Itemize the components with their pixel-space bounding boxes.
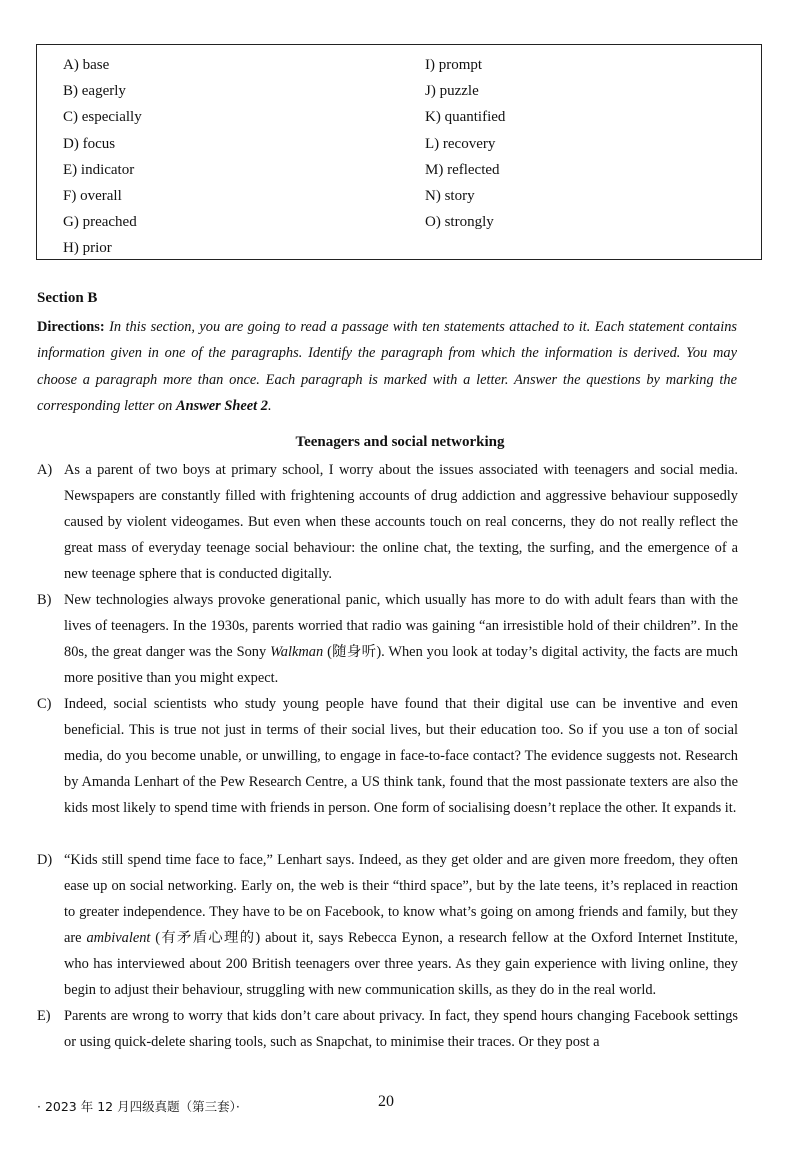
paragraph-letter: D) xyxy=(37,852,53,868)
page-number: 20 xyxy=(378,1093,394,1110)
paragraph-letter: A) xyxy=(37,462,53,478)
chinese-gloss: (有矛盾心理的) xyxy=(150,930,261,947)
answer-sheet-label: Answer Sheet 2 xyxy=(175,398,268,415)
word-option: F) overall xyxy=(63,187,122,204)
paragraph-text-part: about it, says Rebecca Eynon, a research fellow at the Oxford Internet Institute, who has interviewed about 200 British teenagers over three years. As they gain experience with living online, they begin to adjust their behaviour, struggling with new communication skills, as they do in the real world. xyxy=(64,930,739,999)
paragraph-e xyxy=(37,1003,738,1055)
word-option: M) reflected xyxy=(425,161,500,178)
paragraph-text xyxy=(64,587,738,691)
word-bank-right-column xyxy=(425,55,505,238)
paragraph-text: Indeed, social scientists who study young people have found that their digital use can be inventive and even beneficial. This is true not just in terms of their social lives, but their education too. So if you use a ton of social media, do you become unable, or unwilling, to engage in face-to-face contact? The evidence suggests not. Research by Amanda Lenhart of the Pew Research Centre, a US think tank, found that the most passionate texters are also the kids most likely to spend time with friends in person. One form of socialising doesn’t replace the other. It expands it. xyxy=(64,696,738,817)
word-bank-box xyxy=(36,44,762,260)
word-option: H) prior xyxy=(63,240,112,257)
paragraph-text: Parents are wrong to worry that kids don’t care about privacy. In fact, they spend hours changing Facebook settings or using quick-delete sharing tools, such as Snapchat, to minimise their traces. Or they post a xyxy=(64,1008,738,1051)
word-option: A) base xyxy=(63,57,110,73)
passage-title: Teenagers and social networking xyxy=(295,434,505,450)
paragraph-letter: E) xyxy=(37,1008,51,1024)
directions-text: In this section, you are going to read a passage with ten statements attached to it. Each statement contains information given in one of the paragraphs. Identify the paragraph from which the information is derived. You may choose a paragraph more than once. Each paragraph is marked with a letter. Answer the questions by marking the corresponding letter on xyxy=(37,319,737,415)
paragraph-b xyxy=(37,587,738,691)
directions xyxy=(37,314,737,420)
word-option: E) indicator xyxy=(63,161,135,178)
word-option: O) strongly xyxy=(425,214,494,231)
chinese-gloss: (随身听) xyxy=(323,644,382,661)
word-bank-left-column xyxy=(63,55,142,265)
word-option: K) quantified xyxy=(425,109,506,126)
exam-label: · 2023 年 12 月四级真题（第三套）· xyxy=(37,1099,240,1114)
directions-label: Directions: xyxy=(37,319,105,335)
word-option: C) especially xyxy=(63,109,142,126)
italic-term: ambivalent xyxy=(86,930,151,947)
word-option: N) story xyxy=(425,187,475,204)
paragraph-a xyxy=(37,457,738,587)
section-title: Section B xyxy=(37,290,98,306)
word-option: G) preached xyxy=(63,214,137,231)
paragraph-letter: B) xyxy=(37,592,52,608)
paragraph-letter: C) xyxy=(37,696,52,712)
paragraph-d xyxy=(37,847,738,1004)
word-option: D) focus xyxy=(63,135,116,152)
paragraph-text-part: “Kids still spend time face to face,” Lenhart says. Indeed, as they get older and are given more freedom, they often ease up on social networking. Early on, the web is their “third space”, but by the late teens, it’s replaced in reaction to greater independence. They have to be on Facebook, to know what’s going on among friends and family, but they are xyxy=(64,852,738,947)
paragraph-text-part: . When you look at today’s digital activity, the facts are much more positive than you might expect. xyxy=(64,644,738,687)
paragraph-text xyxy=(64,847,738,1004)
italic-term: Walkman xyxy=(270,644,324,661)
paragraph-c xyxy=(37,691,738,821)
word-option: L) recovery xyxy=(425,135,496,152)
word-option: B) eagerly xyxy=(63,83,126,100)
directions-end: . xyxy=(267,398,272,415)
word-option: J) puzzle xyxy=(425,83,479,100)
word-option: I) prompt xyxy=(425,57,483,73)
paragraph-text: As a parent of two boys at primary school, I worry about the issues associated with teenagers and social media. Newspapers are constantly filled with frightening accounts of drug addiction and aggressive behaviour supposedly caused by violent videogames. But even when these accounts touch on real concerns, they do not really reflect the great mass of everyday teenage social behaviour: the online chat, the texting, the surfing, and the emergence of a new teenage sphere that is conducted digitally. xyxy=(64,462,738,583)
paragraph-text-part: New technologies always provoke generational panic, which usually has more to do with adult fears than with the lives of teenagers. In the 1930s, parents worried that radio was gaining “an irresistible hold of their children”. In the 80s, the great danger was the Sony xyxy=(64,592,738,661)
